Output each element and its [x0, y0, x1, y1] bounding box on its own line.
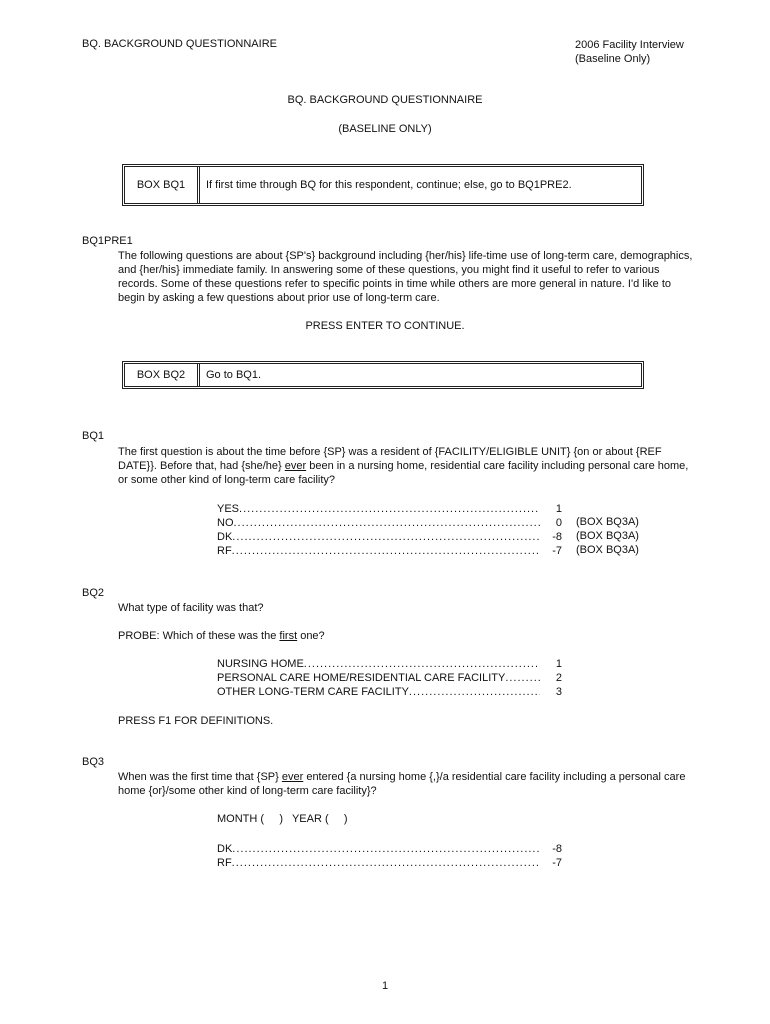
- bq1-option-label: DK: [217, 531, 233, 543]
- bq2-probe-after: one?: [297, 630, 325, 642]
- bq1pre1-text: The following questions are about {SP's} background including {her/his} life-time use of long-term care, demographics, and {her/his} immediate family. In answering some of these questions, you might find it useful to refer to various records. Some of these questions refer to specific points in time while others are more general in nature. I'd like to begin by asking a few questions about prior use of long-term care.: [118, 250, 693, 304]
- bq3-id: BQ3: [82, 756, 105, 768]
- header-left-title: BQ. BACKGROUND QUESTIONNAIRE: [82, 38, 277, 50]
- bq3-option-code: -8: [552, 843, 562, 855]
- leader-dots: [239, 502, 540, 516]
- leader-dots: [505, 671, 540, 685]
- bq1-option-code: 0: [555, 517, 562, 529]
- bq1-option-yes: [217, 502, 562, 516]
- bq1-option-rf: [217, 544, 562, 558]
- leader-dots: [304, 657, 540, 671]
- bq2-option-label: OTHER LONG-TERM CARE FACILITY: [217, 686, 409, 698]
- bq3-month-year-field: MONTH ( ) YEAR ( ): [217, 813, 348, 825]
- header-right-line2: (Baseline Only): [575, 53, 651, 65]
- bq2-option-code: 1: [555, 658, 562, 670]
- leader-dots: [232, 544, 540, 558]
- bq1-option-label: RF: [217, 545, 232, 557]
- bq1-text-underlined: ever: [284, 460, 307, 472]
- bq3-text-after: entered {a nursing home {,}/a residential care facility including a personal care home {or}/some other kind of long-term care facility}?: [118, 771, 686, 797]
- bq2-id: BQ2: [82, 587, 105, 599]
- bq2-probe-before: PROBE: Which of these was the: [118, 630, 280, 642]
- page-number: 1: [381, 980, 389, 992]
- bq2-option-personal-care: [217, 671, 562, 685]
- leader-dots: [234, 516, 541, 530]
- bq2-option-label: PERSONAL CARE HOME/RESIDENTIAL CARE FACILITY: [217, 672, 506, 684]
- bq2-option-code: 3: [555, 686, 562, 698]
- bq1pre1-instruction: PRESS ENTER TO CONTINUE.: [305, 320, 465, 332]
- bq1-option-dk: [217, 530, 562, 544]
- leader-dots: [409, 685, 540, 699]
- leader-dots: [232, 842, 540, 856]
- bq2-option-nursing-home: [217, 657, 562, 671]
- box-bq2-text: Go to BQ1.: [206, 369, 262, 381]
- bq1-question: [118, 445, 696, 487]
- bq1-option-skip: (BOX BQ3A): [576, 544, 639, 556]
- bq2-probe: [118, 629, 696, 643]
- bq3-option-label: DK: [217, 843, 233, 855]
- bq1-option-skip: (BOX BQ3A): [576, 516, 639, 528]
- bq2-instruction: PRESS F1 FOR DEFINITIONS.: [118, 715, 274, 727]
- box-bq1: [122, 164, 644, 206]
- bq2-option-other-ltc: [217, 685, 562, 699]
- bq3-option-label: RF: [217, 857, 232, 869]
- bq3-option-dk: [217, 842, 562, 856]
- bq1-text-before: The first question is about the time before {SP} was a resident of {FACILITY/ELIGIBLE UNIT} {on or about {REF DATE}}. Before that, had {she/he}: [118, 446, 662, 472]
- page-subtitle: (BASELINE ONLY): [338, 123, 432, 135]
- page-title: BQ. BACKGROUND QUESTIONNAIRE: [287, 94, 483, 106]
- bq1-option-label: YES: [217, 503, 240, 515]
- bq1-option-code: -8: [552, 531, 562, 543]
- box-bq2: [122, 361, 644, 389]
- leader-dots: [232, 530, 540, 544]
- bq2-option-label: NURSING HOME: [217, 658, 304, 670]
- bq3-option-rf: [217, 856, 562, 870]
- bq1-text-after: been in a nursing home, residential care facility including personal care home, or some other kind of long-term care facility?: [118, 460, 689, 486]
- bq1-option-no: [217, 516, 562, 530]
- bq3-question: [118, 770, 696, 798]
- box-bq1-text: If first time through BQ for this respondent, continue; else, go to BQ1PRE2.: [206, 179, 572, 191]
- bq3-option-code: -7: [552, 857, 562, 869]
- bq3-text-underlined: ever: [281, 771, 304, 783]
- bq1-option-label: NO: [217, 517, 234, 529]
- header-right-block: [575, 38, 684, 66]
- box-bq1-label: BOX BQ1: [125, 167, 200, 203]
- bq2-probe-underlined: first: [279, 630, 298, 642]
- bq1-id: BQ1: [82, 430, 105, 442]
- box-bq2-label: BOX BQ2: [125, 364, 200, 386]
- leader-dots: [232, 856, 540, 870]
- bq1-option-code: 1: [555, 503, 562, 515]
- bq2-question: What type of facility was that?: [118, 602, 264, 614]
- bq3-text-before: When was the first time that {SP}: [118, 771, 282, 783]
- bq1pre1-id: BQ1PRE1: [82, 235, 133, 247]
- bq1-option-code: -7: [552, 545, 562, 557]
- bq1-option-skip: (BOX BQ3A): [576, 530, 639, 542]
- bq2-option-code: 2: [555, 672, 562, 684]
- header-right-line1: 2006 Facility Interview: [575, 39, 684, 51]
